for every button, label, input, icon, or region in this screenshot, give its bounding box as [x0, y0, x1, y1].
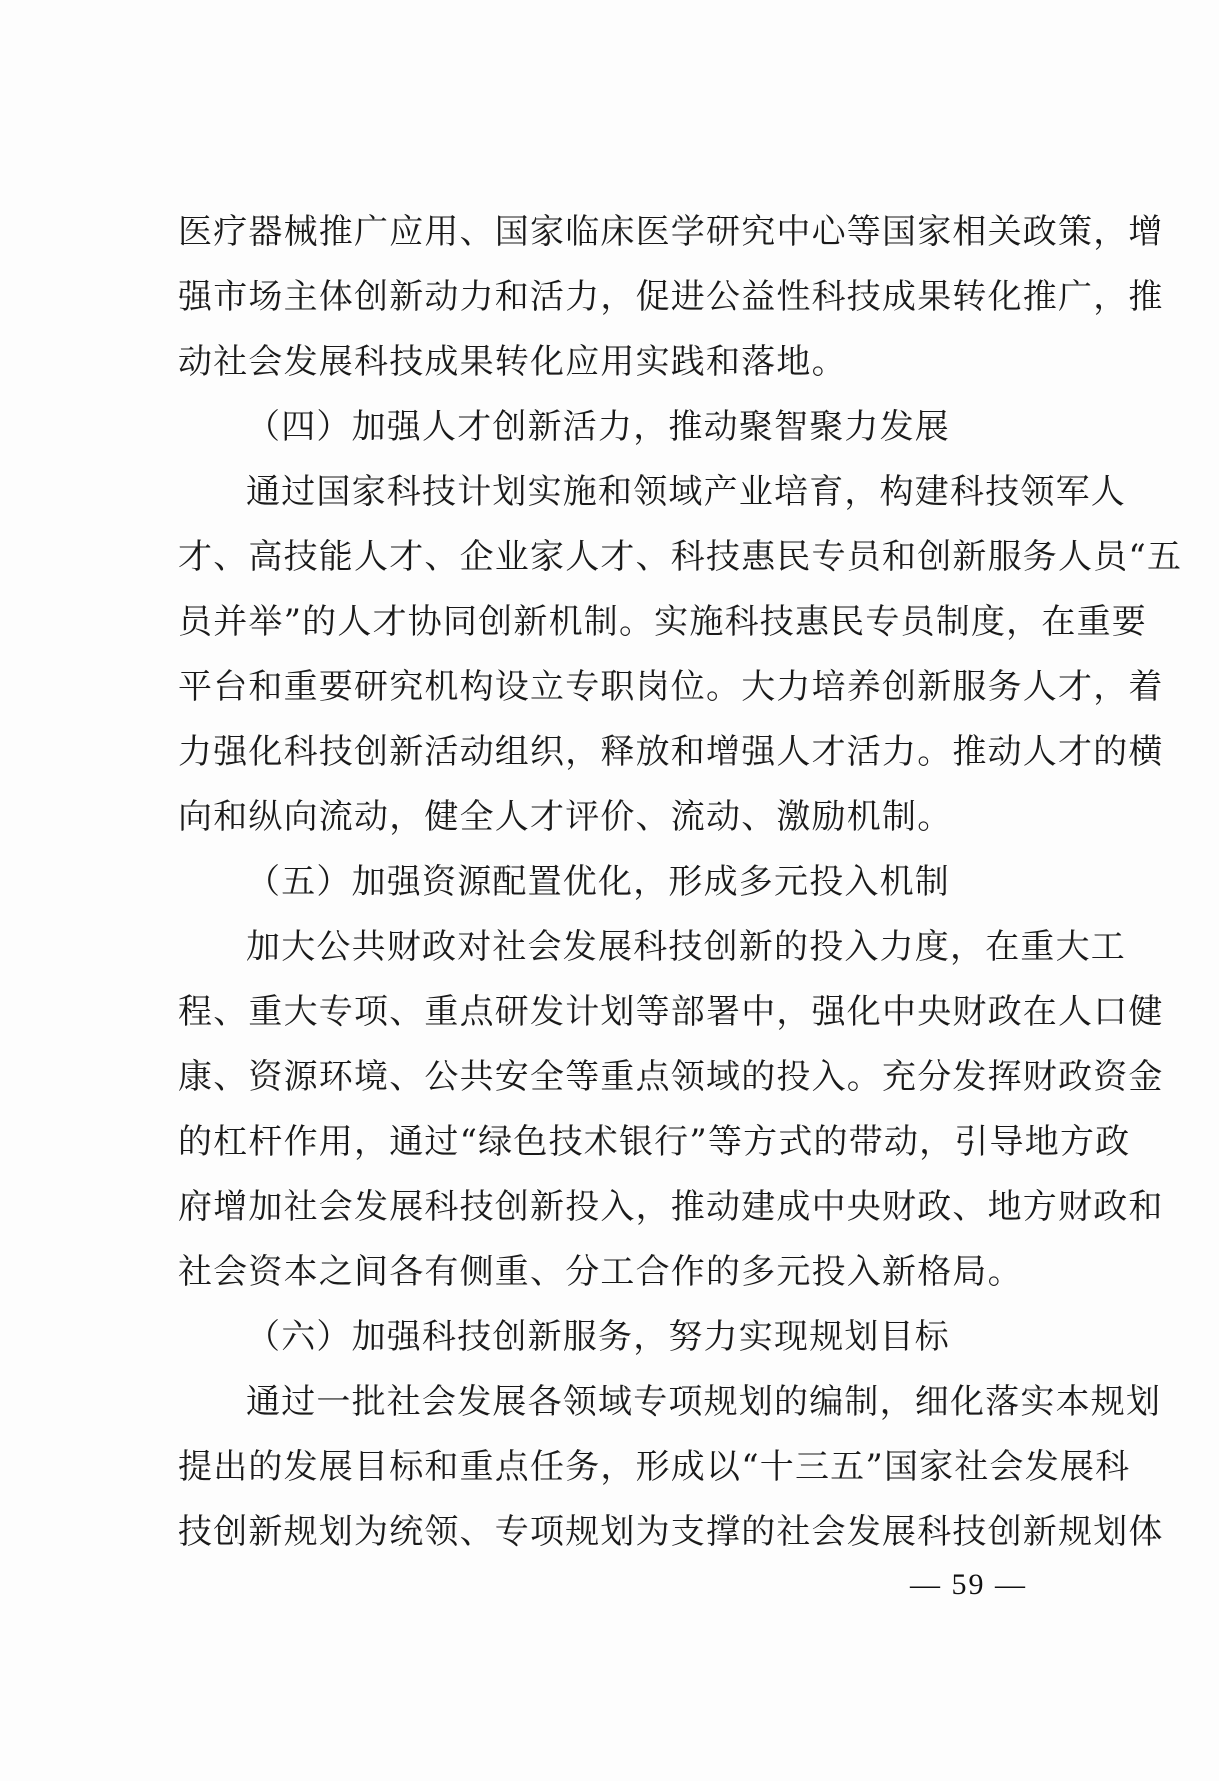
- text-line: （五）加强资源配置优化，形成多元投入机制: [246, 862, 950, 902]
- body-paragraph: [178, 1370, 1164, 1565]
- page-number: — 59 —: [910, 1568, 1027, 1601]
- text-line: 通过一批社会发展各领域专项规划的编制，细化落实本规划: [246, 1382, 1162, 1422]
- section-heading: [178, 395, 1060, 460]
- text-line: 的杠杆作用，通过“绿色技术银行”等方式的带动，引导地方政: [178, 1122, 1131, 1162]
- page-body: [178, 200, 1183, 1565]
- text-line: 程、重大专项、重点研发计划等部署中，强化中央财政在人口健: [178, 992, 1164, 1032]
- text-line: 社会资本之间各有侧重、分工合作的多元投入新格局。: [178, 1252, 1023, 1292]
- body-paragraph: [178, 200, 1164, 395]
- text-line: 加大公共财政对社会发展科技创新的投入力度，在重大工: [246, 927, 1126, 967]
- text-line: （六）加强科技创新服务，努力实现规划目标: [246, 1317, 950, 1357]
- text-line: 通过国家科技计划实施和领域产业培育，构建科技领军人: [246, 472, 1126, 512]
- text-line: 医疗器械推广应用、国家临床医学研究中心等国家相关政策，增: [178, 212, 1164, 252]
- text-line: 员并举”的人才协同创新机制。实施科技惠民专员制度，在重要: [178, 602, 1147, 642]
- text-line: 向和纵向流动，健全人才评价、流动、激励机制。: [178, 797, 953, 837]
- text-line: （四）加强人才创新活力，推动聚智聚力发展: [246, 407, 950, 447]
- text-line: 力强化科技创新活动组织，释放和增强人才活力。推动人才的横: [178, 732, 1164, 772]
- text-line: 技创新规划为统领、专项规划为支撑的社会发展科技创新规划体: [178, 1512, 1164, 1552]
- text-line: 康、资源环境、公共安全等重点领域的投入。充分发挥财政资金: [178, 1057, 1164, 1097]
- text-line: 平台和重要研究机构设立专职岗位。大力培养创新服务人才，着: [178, 667, 1164, 707]
- text-line: 府增加社会发展科技创新投入，推动建成中央财政、地方财政和: [178, 1187, 1164, 1227]
- text-line: 才、高技能人才、企业家人才、科技惠民专员和创新服务人员“五: [178, 537, 1183, 577]
- text-line: 强市场主体创新动力和活力，促进公益性科技成果转化推广，推: [178, 277, 1164, 317]
- section-heading: [178, 850, 1060, 915]
- body-paragraph: [178, 460, 1183, 850]
- text-line: 提出的发展目标和重点任务，形成以“十三五”国家社会发展科: [178, 1447, 1131, 1487]
- body-paragraph: [178, 915, 1164, 1305]
- text-line: 动社会发展科技成果转化应用实践和落地。: [178, 342, 847, 382]
- section-heading: [178, 1305, 1060, 1370]
